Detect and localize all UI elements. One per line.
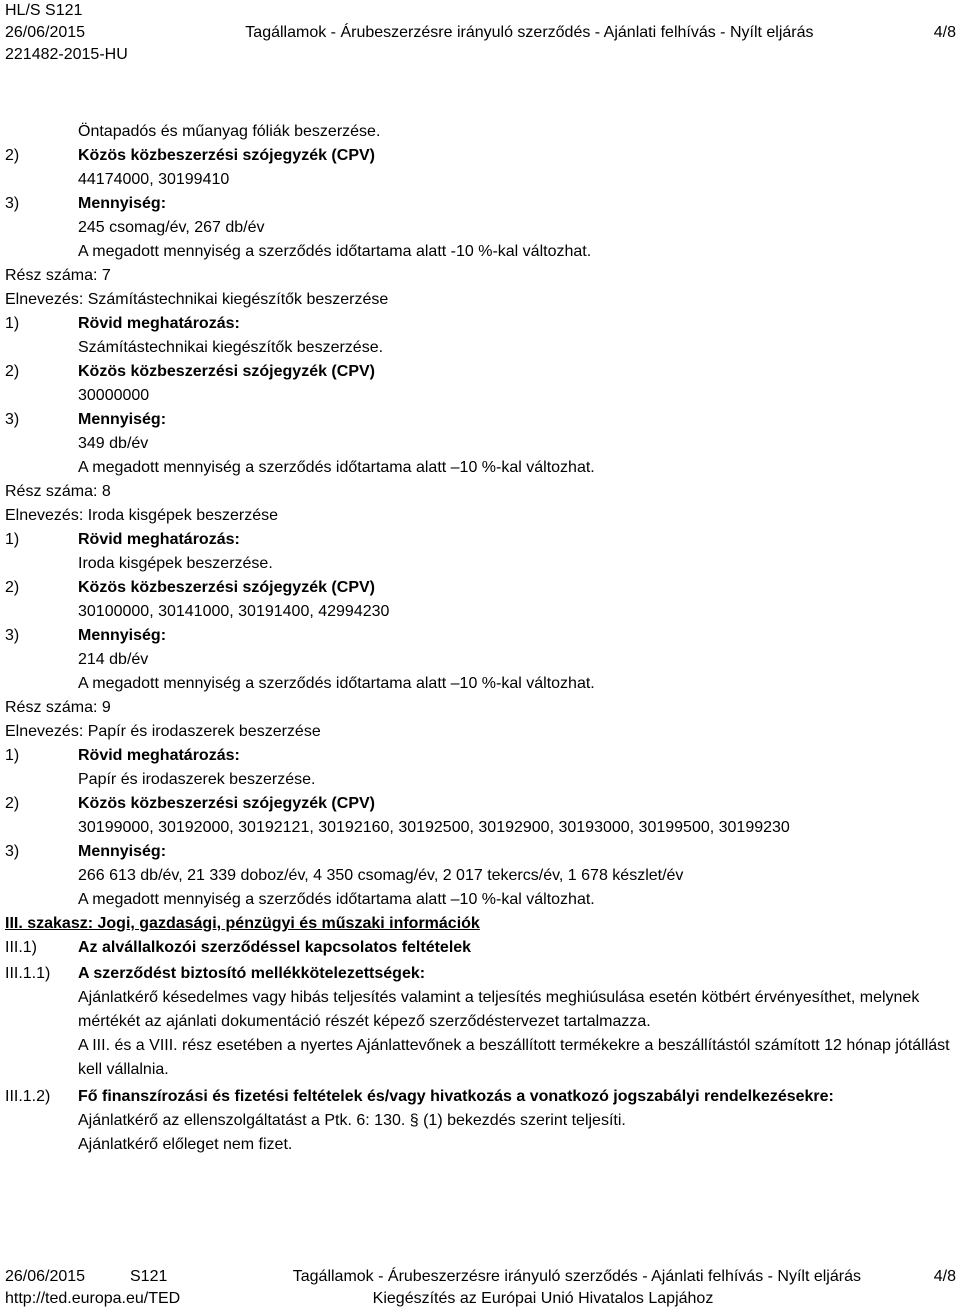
footer-series: S121 (130, 1268, 168, 1285)
cpv-codes: 44174000, 30199410 (78, 171, 230, 188)
short-desc: Iroda kisgépek beszerzése. (78, 555, 273, 572)
footer-page: 4/8 (933, 1268, 956, 1285)
qty-note: A megadott mennyiség a szerződés időtartama alatt –10 %-kal változhat. (78, 675, 595, 692)
cpv-codes: 30000000 (78, 387, 150, 404)
item-number: 2) (5, 147, 20, 164)
cpv-label: Közös közbeszerzési szójegyzék (CPV) (78, 363, 375, 380)
part-name: Elnevezés: Iroda kisgépek beszerzése (5, 507, 279, 524)
item-number: 3) (5, 627, 20, 644)
section-heading: Az alvállalkozói szerződéssel kapcsolatos feltételek (78, 939, 472, 956)
part-name: Elnevezés: Papír és irodaszerek beszerzése (5, 723, 321, 740)
qty-value: 266 613 db/év, 21 339 doboz/év, 4 350 csomag/év, 2 017 tekercs/év, 1 678 készlet/év (78, 867, 684, 884)
item-number: 2) (5, 363, 20, 380)
part-number: Rész száma: 8 (5, 483, 111, 500)
page-footer (5, 1266, 956, 1310)
qty-note: A megadott mennyiség a szerződés időtartama alatt –10 %-kal változhat. (78, 459, 595, 476)
footer-date: 26/06/2015 (5, 1268, 86, 1285)
intro-line: Öntapadós és műanyag fóliák beszerzése. (78, 123, 381, 140)
header-title: Tagállamok - Árubeszerzésre irányuló szerződés - Ajánlati felhívás - Nyílt eljárás (245, 24, 814, 41)
item-number: 2) (5, 795, 20, 812)
short-desc-label: Rövid meghatározás: (78, 531, 240, 548)
footer-url[interactable]: http://ted.europa.eu/TED (5, 1290, 181, 1307)
qty-note: A megadott mennyiség a szerződés időtartama alatt -10 %-kal változhat. (78, 243, 592, 260)
footer-title: Tagállamok - Árubeszerzésre irányuló szerződés - Ajánlati felhívás - Nyílt eljárás (292, 1268, 861, 1285)
header-code: HL/S S121 (5, 2, 83, 19)
section-heading: A szerződést biztosító mellékkötelezettségek: (78, 965, 426, 982)
paragraph: Ajánlatkérő késedelmes vagy hibás teljesítés valamint a teljesítés meghiúsulása esetén kötbért érvényesíthet, melynek mértékét az ajánlati dokumentáció részét képező szerződéstervezet tartalmazza. (78, 989, 920, 1030)
part-number: Rész száma: 7 (5, 267, 111, 284)
item-number: 1) (5, 315, 20, 332)
item-number: 1) (5, 747, 20, 764)
cpv-codes: 30199000, 30192000, 30192121, 30192160, 30192500, 30192900, 30193000, 30199500, 30199230 (78, 819, 790, 836)
qty-label: Mennyiség: (78, 843, 167, 860)
header-date: 26/06/2015 (5, 24, 86, 41)
qty-note: A megadott mennyiség a szerződés időtartama alatt –10 %-kal változhat. (78, 891, 595, 908)
cpv-label: Közös közbeszerzési szójegyzék (CPV) (78, 579, 375, 596)
section-number: III.1.2) (5, 1088, 51, 1105)
part-number: Rész száma: 9 (5, 699, 111, 716)
header-ref: 221482-2015-HU (5, 46, 128, 63)
item-number: 3) (5, 411, 20, 428)
qty-label: Mennyiség: (78, 411, 167, 428)
item-number: 3) (5, 195, 20, 212)
qty-value: 245 csomag/év, 267 db/év (78, 219, 265, 236)
short-desc-label: Rövid meghatározás: (78, 315, 240, 332)
section-title: III. szakasz: Jogi, gazdasági, pénzügyi és műszaki információk (5, 915, 480, 932)
qty-value: 349 db/év (78, 435, 149, 452)
cpv-label: Közös közbeszerzési szójegyzék (CPV) (78, 795, 375, 812)
paragraph: Ajánlatkérő az ellenszolgáltatást a Ptk. 6: 130. § (1) bekezdés szerint teljesíti. (78, 1112, 626, 1129)
paragraph: Ajánlatkérő előleget nem fizet. (78, 1136, 293, 1153)
section-number: III.1.1) (5, 965, 51, 982)
footer-publisher: Kiegészítés az Európai Unió Hivatalos Lapjához (372, 1290, 714, 1307)
short-desc: Számítástechnikai kiegészítők beszerzése. (78, 339, 384, 356)
item-number: 2) (5, 579, 20, 596)
section-heading: Fő finanszírozási és fizetési feltételek és/vagy hivatkozás a vonatkozó jogszabályi rendelkezésekre: (78, 1088, 834, 1105)
section-number: III.1) (5, 939, 38, 956)
short-desc: Papír és irodaszerek beszerzése. (78, 771, 316, 788)
part-name: Elnevezés: Számítástechnikai kiegészítők beszerzése (5, 291, 389, 308)
document-body (5, 120, 956, 1157)
short-desc-label: Rövid meghatározás: (78, 747, 240, 764)
cpv-codes: 30100000, 30141000, 30191400, 42994230 (78, 603, 390, 620)
qty-label: Mennyiség: (78, 195, 167, 212)
qty-value: 214 db/év (78, 651, 149, 668)
item-number: 1) (5, 531, 20, 548)
cpv-label: Közös közbeszerzési szójegyzék (CPV) (78, 147, 375, 164)
header-page: 4/8 (933, 24, 956, 41)
page-header (5, 0, 956, 66)
paragraph: A III. és a VIII. rész esetében a nyertes Ajánlattevőnek a beszállított termékekre a beszállítástól számított 12 hónap jótállást kell vállalnia. (78, 1037, 950, 1078)
item-number: 3) (5, 843, 20, 860)
qty-label: Mennyiség: (78, 627, 167, 644)
